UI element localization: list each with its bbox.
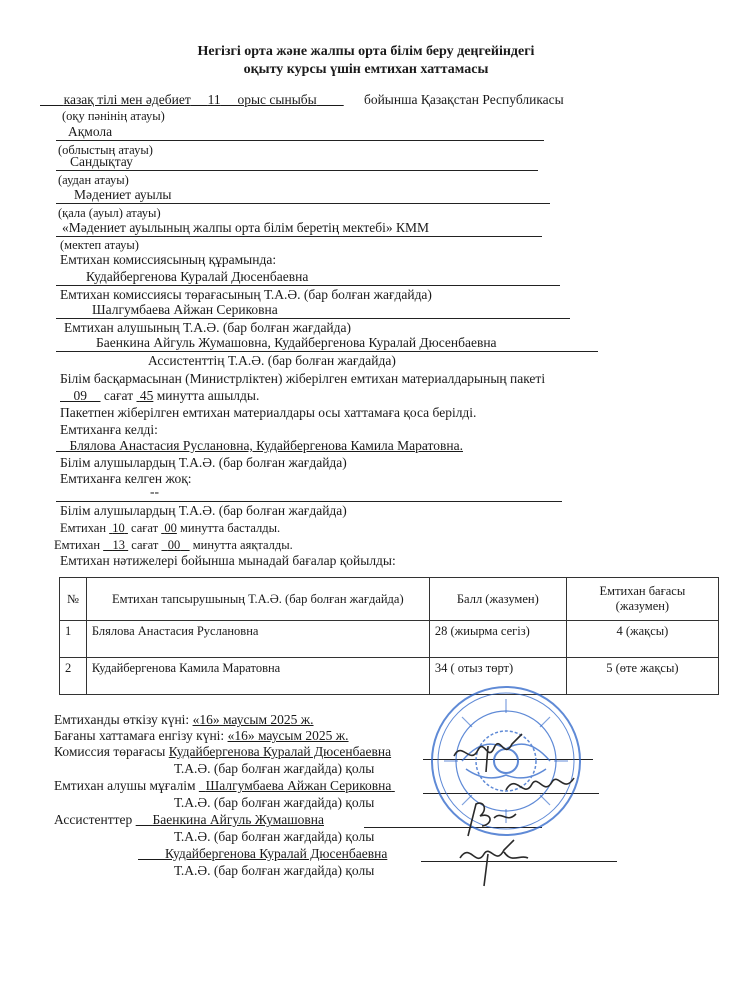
assistant-fio-caption: Ассистенттің Т.А.Ә. (бар болған жағдайда) <box>148 353 396 368</box>
assistants-sign-line: Ассистенттер Баенкина Айгуль Жумашовна <box>54 812 324 827</box>
entry-date-line: Бағаны хаттамаға енгізу күні: «16» маусым 2025 ж. <box>54 728 349 743</box>
table-header-no: № <box>60 578 87 621</box>
document-title-line1: Негізгі орта және жалпы орта білім беру деңгейіндегі <box>197 44 535 59</box>
village-value: Мәдениет ауылы <box>74 187 172 202</box>
assistant1-sign-caption: Т.А.Ә. (бар болған жағдайда) қолы <box>174 829 375 844</box>
subject-line <box>40 92 564 108</box>
region-caption: (облыстың атауы) <box>58 143 153 157</box>
village-caption: (қала (ауыл) атауы) <box>58 206 161 220</box>
commission-chair-value: Кудайбергенова Куралай Дюсенбаевна <box>86 269 309 284</box>
table-row <box>60 621 719 658</box>
school-caption: (мектеп атауы) <box>60 238 139 252</box>
examiner-sign-caption: Т.А.Ә. (бар болған жағдайда) қолы <box>174 795 375 810</box>
assistant1-name: Баенкина Айгуль Жумашовна <box>152 812 324 827</box>
exam-start-hour: 10 <box>112 521 125 535</box>
exam-end-hour: 13 <box>112 538 126 552</box>
package-text: Білім басқармасынан (Министрліктен) жіберілген емтихан материалдарының пакеті <box>60 371 546 386</box>
region-value: Ақмола <box>68 124 113 139</box>
students-fio-caption-2: Білім алушылардың Т.А.Ә. (бар болған жағдайда) <box>60 503 347 518</box>
examiner-name: Шалгумбаева Айжан Сериковна <box>205 778 392 793</box>
examiner-sign-line: Емтихан алушы мұғалім Шалгумбаева Айжан Сериковна <box>54 778 392 793</box>
students-fio-caption: Білім алушылардың Т.А.Ә. (бар болған жағдайда) <box>60 455 347 470</box>
assistants-rule <box>56 351 598 352</box>
subject-suffix: бойынша Қазақстан Республикасы <box>363 92 564 107</box>
exam-end-minute: 00 <box>167 538 181 552</box>
package-minute: 45 <box>139 388 154 403</box>
entry-date-value: «16» маусым 2025 ж. <box>227 728 349 743</box>
assistants-value: Баенкина Айгуль Жумашовна, Кудайбергенова Куралай Дюсенбаевна <box>96 335 497 350</box>
exam-date-value: «16» маусым 2025 ж. <box>192 712 314 727</box>
absent-label: Емтиханға келген жоқ: <box>60 471 192 486</box>
assistant2-sign-caption: Т.А.Ә. (бар болған жағдайда) қолы <box>174 863 375 878</box>
table-cell: Кудайбергенова Камила Маратовна <box>86 658 429 695</box>
chair-sign-caption: Т.А.Ә. (бар болған жағдайда) қолы <box>174 761 375 776</box>
commission-label: Емтихан комиссиясының құрамында: <box>60 252 277 267</box>
present-value: Блялова Анастасия Руслановна, Кудайбергенова Камила Маратовна. <box>69 438 463 453</box>
district-value: Сандықтау <box>70 154 133 169</box>
district-rule <box>56 170 538 171</box>
table-row <box>60 658 719 695</box>
school-value: «Мәдениет ауылының жалпы орта білім беретің мектебі» КММ <box>62 220 430 235</box>
results-label: Емтихан нәтижелері бойынша мынадай бағалар қойылды: <box>60 553 396 568</box>
absent-value: -- <box>150 484 159 499</box>
table-cell: 2 <box>60 658 87 695</box>
table-header-score: Балл (жазумен) <box>429 578 566 621</box>
chair-sign-line: Комиссия төрағасы Кудайбергенова Куралай Дюсенбаевна <box>54 744 392 759</box>
table-header-grade: Емтихан бағасы (жазумен) <box>566 578 718 621</box>
exam-start-minute: 00 <box>164 521 177 535</box>
region-rule <box>56 140 544 141</box>
table-cell: Блялова Анастасия Руслановна <box>86 621 429 658</box>
subject-name: казақ тілі мен әдебиет 11 орыс сыныбы <box>63 92 317 107</box>
exam-start-line: Емтихан 10 сағат 00 минутта басталды. <box>60 521 281 535</box>
table-cell: 28 (жиырма сегіз) <box>429 621 566 658</box>
package-hour: 09 <box>73 388 87 403</box>
document-title-line2: оқыту курсы үшін емтихан хаттамасы <box>243 62 489 77</box>
assistant2-sign-line <box>138 846 387 862</box>
table-header-row <box>60 578 719 621</box>
came-label: Емтиханға келді: <box>60 422 158 437</box>
table-header-name: Емтихан тапсырушының Т.А.Ә. (бар болған жағдайда) <box>86 578 429 621</box>
examiner-value: Шалгумбаева Айжан Сериковна <box>92 302 278 317</box>
chair-fio-caption: Емтихан комиссиясы төрағасының Т.А.Ә. (бар болған жағдайда) <box>60 287 432 302</box>
exam-end-line: Емтихан 13 сағат 00 минутта аяқталды. <box>54 538 293 552</box>
package-attached: Пакетпен жіберілген емтихан материалдары осы хаттамаға қоса берілді. <box>60 405 477 420</box>
exam-date-line: Емтиханды өткізу күні: «16» маусым 2025 ж. <box>54 712 314 727</box>
chair-rule <box>56 285 560 286</box>
assistant2-name: Кудайбергенова Куралай Дюсенбаевна <box>165 846 388 861</box>
village-rule <box>56 203 550 204</box>
results-table <box>59 577 719 695</box>
table-cell: 34 ( отыз төрт) <box>429 658 566 695</box>
table-cell: 4 (жақсы) <box>566 621 718 658</box>
assistant2-signature-icon <box>454 834 534 890</box>
package-opened-line: 09 сағат 45 минутта ашылды. <box>73 388 260 403</box>
chair-name: Кудайбергенова Куралай Дюсенбаевна <box>168 744 392 759</box>
table-cell: 1 <box>60 621 87 658</box>
absent-rule <box>56 501 562 502</box>
subject-caption: (оқу пәнінің атауы) <box>62 109 165 123</box>
district-caption: (аудан атауы) <box>58 173 129 187</box>
examiner-fio-caption: Емтихан алушының Т.А.Ә. (бар болған жағдайда) <box>64 320 352 335</box>
examiner-rule <box>56 318 570 319</box>
table-cell: 5 (өте жақсы) <box>566 658 718 695</box>
